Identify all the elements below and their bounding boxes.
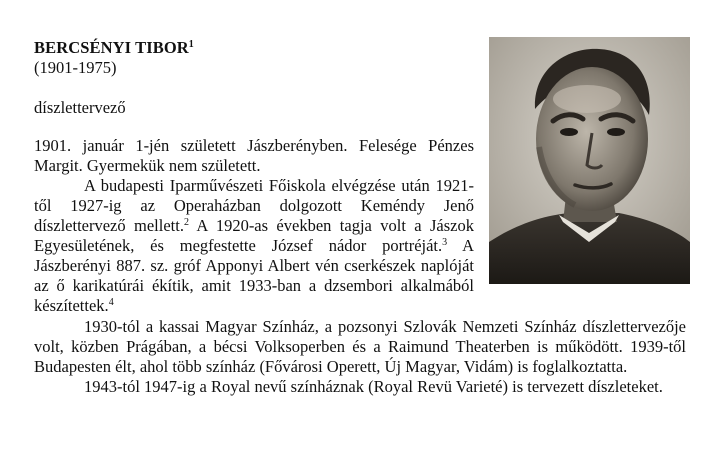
bio-paragraph-2 [34, 176, 474, 316]
footnote-marker-2: 2 [183, 217, 189, 228]
bio-paragraph-2-part-a: A budapesti Iparművészeti Főiskola elvégzése után 1921-től 1927-ig az Operaházban dolgozott Keméndy Jenő díszlettervező mellett. [34, 176, 474, 235]
person-name [34, 38, 474, 58]
bio-paragraph-3: 1930-tól a kassai Magyar Színház, a pozsonyi Szlovák Nemzeti Színház díszlettervezője volt, közben Prágában, a bécsi Volksoperben és a Raimund Theaterben is működött. 1939-től Budapesten élt, ahol több színház (Fővárosi Operett, Új Magyar, Vidám) is foglalkoztatta. [34, 317, 686, 376]
person-name-text: BERCSÉNYI TIBOR [34, 38, 189, 57]
footnote-marker-3: 3 [442, 237, 448, 248]
bio-paragraph-4: 1943-tól 1947-ig a Royal nevű színháznak (Royal Revü Varieté) is tervezett díszleteket. [84, 377, 663, 396]
bio-paragraph-1: 1901. január 1-jén született Jászberényben. Felesége Pénzes Margit. Gyermekük nem született. [34, 136, 474, 175]
name-block [34, 38, 474, 78]
footnote-marker-4: 4 [108, 297, 114, 308]
life-years: (1901-1975) [34, 58, 117, 77]
footnote-marker-1: 1 [188, 39, 194, 50]
portrait-illustration [489, 37, 690, 284]
bio-paragraph-2-part-c: A Jászberényi 887. sz. gróf Apponyi Albert vén cserkészek naplóját az ő karikatúrái ékítik, amit 1933-ban a dzsembori alkalmából készítettek. [34, 236, 474, 315]
bio-column [34, 136, 474, 316]
portrait-photo [489, 37, 690, 284]
bio-paragraph-2-part-b: A 1920-as években tagja volt a Jászok Egyesületének, és megfestette József nádor portréját. [34, 216, 474, 255]
bio-full-width [34, 317, 686, 397]
profession: díszlettervező [34, 98, 126, 117]
